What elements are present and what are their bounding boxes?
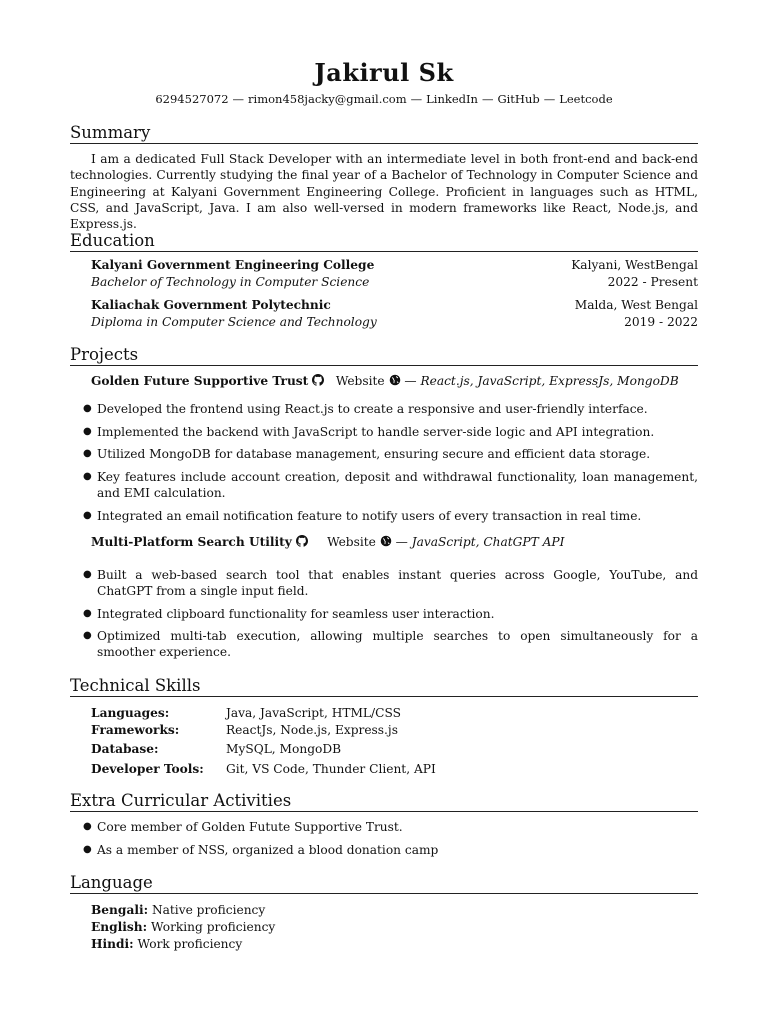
list-item-text: Built a web-based search tool that enables instant queries across Google, YouTube, and ChatGPT from a single input field.	[97, 568, 698, 599]
education-dates: 2022 - Present	[607, 275, 698, 289]
bullet-icon: ●	[83, 821, 92, 832]
education-entry-details	[91, 315, 698, 329]
github-icon[interactable]	[296, 535, 308, 550]
dash-separator: —	[395, 535, 408, 549]
section-heading-education: Education	[70, 231, 698, 252]
bullet-icon: ●	[83, 448, 92, 459]
skill-label: Developer Tools:	[91, 762, 204, 776]
list-item	[83, 401, 698, 417]
education-entry	[91, 298, 698, 312]
bullet-icon: ●	[83, 630, 92, 641]
skill-label: Frameworks:	[91, 723, 180, 737]
section-heading-projects: Projects	[70, 345, 698, 366]
skill-row	[91, 742, 698, 756]
list-item	[83, 628, 698, 661]
separator: —	[232, 92, 245, 106]
list-item-text: Optimized multi-tab execution, allowing multiple searches to open simultaneously for a smoother experience.	[97, 629, 698, 660]
globe-icon[interactable]	[380, 535, 392, 550]
linkedin-link[interactable]: LinkedIn	[426, 92, 478, 106]
language-row	[91, 903, 698, 917]
separator: —	[543, 92, 556, 106]
list-item	[83, 424, 698, 440]
github-link[interactable]: GitHub	[497, 92, 540, 106]
language-level: Working proficiency	[151, 920, 276, 934]
language-row	[91, 920, 698, 934]
list-item-text: Utilized MongoDB for database management, ensuring secure and efficient data storage.	[97, 447, 651, 461]
skill-row	[91, 762, 698, 776]
education-entry	[91, 258, 698, 272]
list-item	[83, 446, 698, 462]
degree-name: Diploma in Computer Science and Technology	[91, 315, 377, 329]
skill-label: Database:	[91, 742, 159, 756]
list-item-text: Integrated clipboard functionality for seamless user interaction.	[97, 607, 495, 621]
project-header	[91, 535, 698, 550]
school-location: Malda, West Bengal	[574, 298, 698, 312]
list-item-text: Implemented the backend with JavaScript to handle server-side logic and API integration.	[97, 425, 655, 439]
skill-value: Java, JavaScript, HTML/CSS	[226, 706, 401, 720]
list-item	[83, 606, 698, 622]
education-entry-details	[91, 275, 698, 289]
github-icon[interactable]	[312, 374, 324, 389]
resume-name: Jakirul Sk	[314, 58, 454, 87]
project-header	[91, 374, 698, 389]
bullet-icon: ●	[83, 608, 92, 619]
project-tech-stack: JavaScript, ChatGPT API	[411, 535, 565, 549]
project-website-link[interactable]: Website	[327, 535, 376, 549]
list-item	[83, 469, 698, 502]
language-label: English:	[91, 920, 148, 934]
language-level: Native proficiency	[151, 903, 266, 917]
school-name: Kalyani Government Engineering College	[91, 258, 375, 272]
bullet-icon: ●	[83, 403, 92, 414]
skill-label: Languages:	[91, 706, 170, 720]
list-item-text: Developed the frontend using React.js to create a responsive and user-friendly interface.	[97, 402, 648, 416]
phone-number: 6294527072	[155, 92, 229, 106]
summary-text: I am a dedicated Full Stack Developer with an intermediate level in both front-end and back-end technologies. Currently studying the final year of a Bachelor of Technology in Computer Science and Engineering at Kalyani Government Engineering College. Proficient in languages such as HTML, CSS, and JavaScript, Java. I am also well-versed in modern frameworks like React, Node.js, and Express.js.	[70, 152, 698, 232]
education-dates: 2019 - 2022	[624, 315, 698, 329]
list-item-text: Key features include account creation, deposit and withdrawal functionality, loan management, and EMI calculation.	[97, 470, 698, 501]
email-link[interactable]: rimon458jacky@gmail.com	[248, 92, 407, 106]
list-item-text: As a member of NSS, organized a blood donation camp	[97, 843, 439, 857]
separator: —	[481, 92, 494, 106]
language-row	[91, 937, 698, 951]
school-name: Kaliachak Government Polytechnic	[91, 298, 331, 312]
globe-icon[interactable]	[389, 374, 401, 389]
bullet-icon: ●	[83, 510, 92, 521]
list-item-text: Integrated an email notification feature to notify users of every transaction in real time.	[97, 509, 642, 523]
skill-value: Git, VS Code, Thunder Client, API	[226, 762, 436, 776]
section-heading-summary: Summary	[70, 123, 698, 144]
skill-row	[91, 706, 698, 720]
contact-line	[0, 92, 768, 106]
project-tech-stack: React.js, JavaScript, ExpressJs, MongoDB	[420, 374, 679, 388]
dash-separator: —	[404, 374, 417, 388]
project-name: Golden Future Supportive Trust	[91, 374, 309, 388]
list-item-text: Core member of Golden Futute Supportive Trust.	[97, 820, 403, 834]
skill-value: MySQL, MongoDB	[226, 742, 342, 756]
school-location: Kalyani, WestBengal	[571, 258, 698, 272]
section-heading-skills: Technical Skills	[70, 676, 698, 697]
language-level: Work proficiency	[137, 937, 243, 951]
bullet-icon: ●	[83, 426, 92, 437]
bullet-icon: ●	[83, 471, 92, 482]
language-label: Hindi:	[91, 937, 134, 951]
section-heading-language: Language	[70, 873, 698, 894]
skill-value: ReactJs, Node.js, Express.js	[226, 723, 398, 737]
section-heading-activities: Extra Curricular Activities	[70, 791, 698, 812]
language-label: Bengali:	[91, 903, 149, 917]
list-item	[83, 508, 698, 524]
list-item	[83, 842, 698, 858]
degree-name: Bachelor of Technology in Computer Science	[91, 275, 370, 289]
bullet-icon: ●	[83, 569, 92, 580]
separator: —	[410, 92, 423, 106]
skill-row	[91, 723, 698, 737]
project-website-link[interactable]: Website	[335, 374, 385, 388]
project-name: Multi-Platform Search Utility	[91, 535, 292, 549]
leetcode-link[interactable]: Leetcode	[559, 92, 613, 106]
list-item	[83, 819, 698, 835]
bullet-icon: ●	[83, 844, 92, 855]
list-item	[83, 567, 698, 600]
